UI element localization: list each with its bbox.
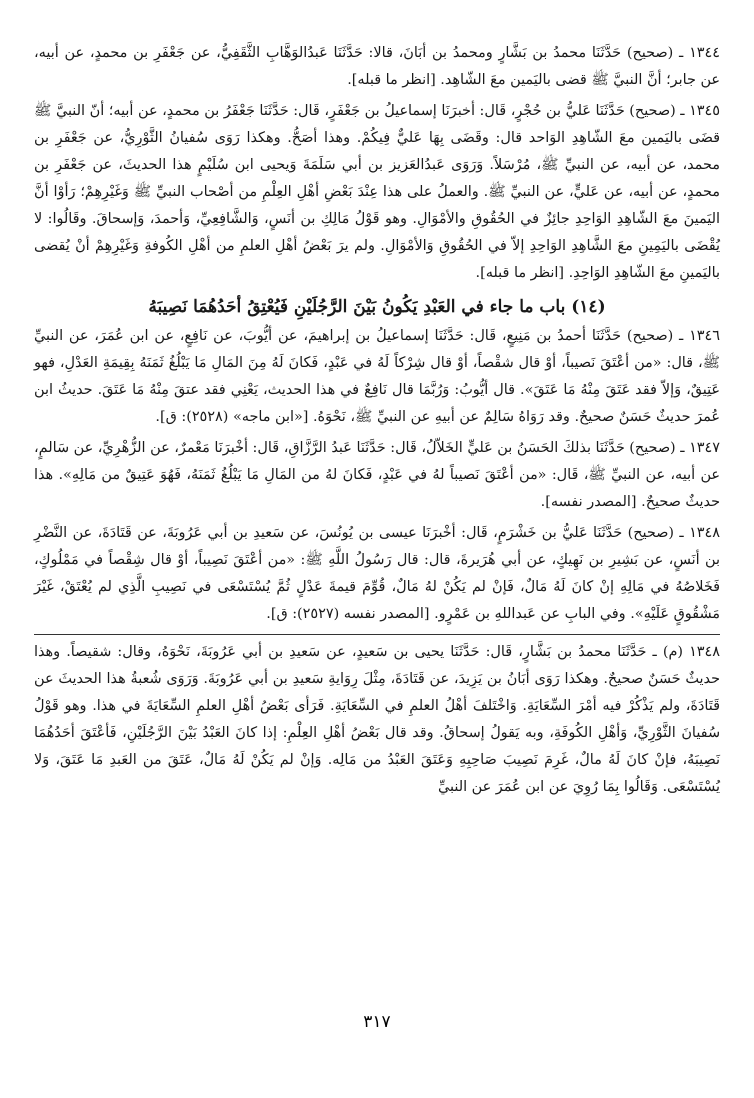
hadith-1344: ١٣٤٤ ـ (صحيح) حَدَّثَنَا محمدُ بن بَشَّارٍ ومحمدُ بن أبَانَ، قالا: حَدَّثَنَا عَبدُالوَهَّابِ الثَّقَفِيُّ، عن جَعْفَرِ بن محمدٍ، عن أبيه، عن جابر؛ أنَّ النبيَّ ﷺ قضى باليَمين معَ الشّاهِد. [انظر ما قبله]. [34,45,720,88]
hadith-1345: ١٣٤٥ ـ (صحيح) حَدَّثَنَا عَليُّ بن حُجْرٍ، قَال: أخبرَنَا إسماعيلُ بن جَعْفَرٍ، قَال: حَدَّثَنَا جَعْفَرُ بن محمدٍ، عن أبيه؛ أنّ النبيَّ ﷺ قضَى باليَمين معَ الشّاهِدِ الوَاحد قال: وقَضَى بِهَا عَليٌّ فِيكُمْ. وهذا أصَحُّ. وهكذا رَوَى سُفيانُ الثَّوْرِيُّ، عن جَعْفَرِ بن محمد، عن أبيه، عن النبيِّ ﷺ، مُرْسَلاً. وَرَوَى عَبدُالعَزيز بن أبي سَلَمَةَ وَيحيى ابن سُلَيْمٍ هذا الحديثَ، عن جَعْفَرِ بن محمدٍ، عن أبيه، عن عَليٍّ، عن النبيِّ ﷺ. والعملُ على هذا عِنْدَ بَعْضِ أهْلِ العِلْمِ من أصْحاب النبيِّ ﷺ وَغَيْرِهِمْ؛ رَأوْا أنَّ اليَمينَ معَ الشّاهِدِ الوَاحِدِ جائِزٌ في الحُقُوقِ والأمْوَالِ. وهو قَوْلُ مَالِكِ بن أنَسٍ، وَالشَّافِعِيِّ، وَأحمدَ، وَإسحاقَ. وقَالُوا: لا يُقْضَى باليَمِينِ معَ الشَّاهِدِ الوَاحِدِ إلاّ في الحُقُوقِ وَالأمْوَالِ. ولم يرَ بَعْضُ أهْلِ العلمِ من أهْلِ الكُوفةِ وَغَيْرِهِمْ أنْ يُقضى باليَمينِ معَ الشّاهِدِ الوَاحِدِ. [انظر ما قبله]. [34,103,720,281]
hadith-1348-m: ١٣٤٨ (م) ـ حَدَّثَنَا محمدُ بن بَشَّارٍ، قَال: حَدَّثَنَا يحيى بن سَعيدٍ، عن سَعيدِ بن أبي عَرُوبَةَ، نَحْوَهُ، وقال: شقيصاً. وهذا حديثٌ حَسَنٌ صحيحٌ. وهكذا رَوَى أبَانُ بن يَزِيدَ، عن قَتَادَةَ، مِثْلَ رِوَايةِ سَعيدِ بن أبي عَرُوبَةَ. وَرَوَى شُعبةُ هذا الحديثَ عن قَتَادَةَ، ولم يَذْكُرْ فيه أمْرَ السِّعَايَةِ. وَاخْتَلفَ أهْلُ العلمِ في السِّعَايَةِ. فَرَأى بَعْضُ أهْلِ العلمِ السِّعَايَةَ في هذا. وهو قَوْلُ سُفيانَ الثَّوْرِيِّ، وَأهْلِ الكُوفَةِ، وبه يَقولُ إسحاقُ. وقد قال بَعْضُ أهْلِ العِلْمِ: إذا كانَ العَبْدُ بَيْنَ الرَّجُلَيْنِ، فَأعْتَقَ أحَدُهُمَا نَصِيبَهُ، فإنْ كانَ لَهُ مالٌ، غَرِمَ نَصِيبَ صَاحِبِهِ وَعَتَقَ العَبْدُ من مَالِه. وَإنْ لم يَكُنْ لَهُ مَالٌ، عَتَقَ من العَبدِ مَا عَتَقَ، وَلا يُسْتَسْعَى. وَقَالُوا بِمَا رُوِيَ عن ابن عُمَرَ عن النبيِّ [34,644,720,795]
hadith-1348: ١٣٤٨ ـ (صحيح) حَدَّثَنَا عَليُّ بن خَشْرَمٍ، قَال: أخْبرَنَا عيسى بن يُونُسَ، عن سَعيدِ بن أبي عَرُوبَةَ، عن قَتَادَةَ، عن النَّضْرِ بن أنَسٍ، عن بَشِيرِ بن نَهِيكٍ، عن أبي هُرَيرةَ، قال: قال رَسُولُ اللَّهِ ﷺ: «من أعْتَقَ نَصِيباً، أوْ قال شِقْصاً في مَمْلُوكٍ، فَخَلاصُهُ في مَالِهِ إنْ كانَ لَهُ مَالٌ، فَإنْ لم يَكُنْ لهُ مَالٌ، قُوِّمَ قيمةَ عَدْلٍ ثُمَّ يُسْتَسْعَى في نَصِيبِ الَّذِي لم يُعْتَقْ، غَيْرَ مَشْقُوقٍ عَلَيْهِ». وفي البابِ عن عَبداللهِ بن عَمْرٍو. [المصدر نفسه (٢٥٢٧): ق]. [34,525,720,622]
hadith-1346: ١٣٤٦ ـ (صحيح) حَدَّثَنَا أحمدُ بن مَنِيعٍ، قَال: حَدَّثَنَا إسماعيلُ بن إبراهيمَ، عن أيُّوبَ، عن نَافِعٍ، عن ابن عُمَرَ، عن النبيِّ ﷺ، قال: «من أعْتَقَ نَصيباً، أوْ قال شقْصاً، أوْ قال شِرْكاً لَهُ في عَبْدٍ، فَكانَ لَهُ مِنَ المَالِ مَا يَبْلُغُ ثَمَنَهُ بِقِيمَةِ العَدْلِ، فهو عَتِيقٌ، وَإلاّ فقد عَتَقَ مِنْهُ مَا عَتَقَ». قال أيُّوبُ: وَرُبَّمَا قال نَافِعٌ في هذا الحديث، يَعْنِي فقد عتقَ مِنْهُ مَا عَتَقَ. حديثُ ابن عُمرَ حديثٌ حَسَنٌ صحيحٌ. وقد رَوَاهُ سَالِمٌ عن أبيهِ عن النبيِّ ﷺ، نَحْوَهُ. [«ابن ماجه» (٢٥٢٨): ق]. [34,328,720,425]
hadith-1347: ١٣٤٧ ـ (صحيح) حَدَّثَنَا بذلكَ الحَسَنُ بن عَليٍّ الخَلاّلُ، قَال: حَدَّثَنَا عَبدُ الرَّزَّاقِ، قَال: أخْبرَنَا مَعْمرٌ، عن الزُّهْرِيِّ، عن سَالمٍ، عن أبيه، عن النبيِّ ﷺ، قَال: «من أعْتَقَ نَصيباً لهُ في عَبْدٍ، فَكانَ لهُ من المَالِ مَا يَبْلُغُ ثَمَنَهُ، فَهُوَ عَتِيقٌ من مَالِهِ». هذا حديثٌ صحيحٌ. [المصدر نفسه]. [34,440,720,510]
document-page [34,40,720,1098]
section-divider [34,634,720,635]
chapter-heading: (١٤) باب ما جاء في العَبْدِ يَكُونُ بَيْنَ الرَّجُلَيْنِ فَيُعْتِقُ أحَدُهُمَا نَصِيبَهُ [148,297,606,317]
page-number: ٣١٧ [363,1012,391,1031]
